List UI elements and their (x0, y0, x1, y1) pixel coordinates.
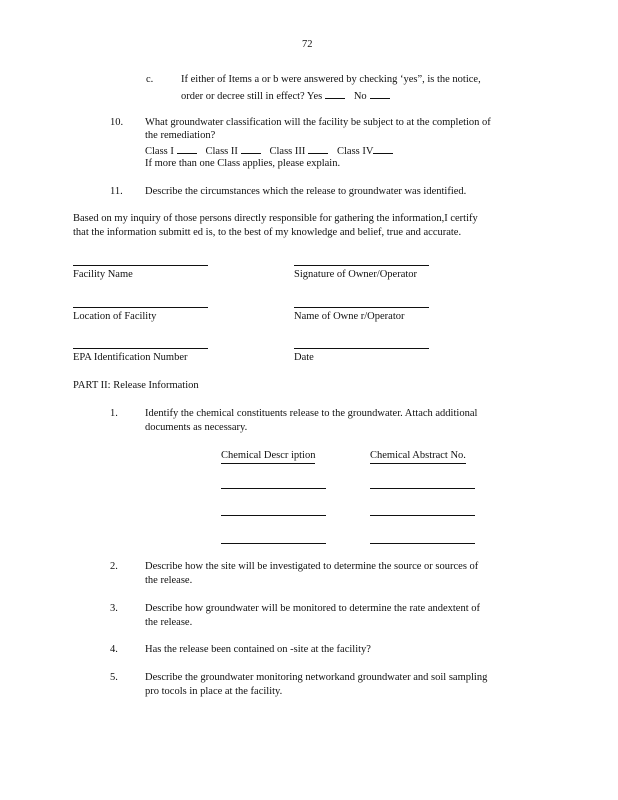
class-2-label: Class II (205, 146, 238, 157)
item-c-line1: If either of Items a or b were answered by checking ‘yes”, is the notice, (181, 74, 481, 85)
location-line[interactable] (73, 307, 208, 308)
part2-item1-number: 1. (110, 408, 118, 419)
location-label: Location of Facility (73, 311, 157, 322)
part2-item5-line1: Describe the groundwater monitoring networkand groundwater and soil sampling (145, 672, 488, 683)
part2-item5-number: 5. (110, 672, 118, 683)
class-1-blank[interactable] (177, 143, 197, 154)
chemical-description-header: Chemical Descr iption (221, 449, 315, 464)
epa-id-label: EPA Identification Number (73, 352, 188, 363)
chemical-description-blank-2[interactable] (221, 515, 326, 516)
item-10-line1: What groundwater classification will the facility be subject to at the completion of (145, 117, 491, 128)
owner-name-line[interactable] (294, 307, 429, 308)
part2-heading: PART II: Release Information (73, 380, 199, 391)
class-4-label: Class IV (337, 146, 374, 157)
part2-item4-number: 4. (110, 644, 118, 655)
date-label: Date (294, 352, 314, 363)
signature-label: Signature of Owner/Operator (294, 269, 418, 280)
date-line[interactable] (294, 348, 429, 349)
part2-item3-line1: Describe how groundwater will be monitored to determine the rate andextent of (145, 603, 481, 614)
part2-item2-number: 2. (110, 561, 118, 572)
class-1-label: Class I (145, 146, 174, 157)
item-c-question: order or decree still in effect? Yes (181, 91, 323, 102)
item-11-number: 11. (110, 186, 123, 197)
page-number: 72 (302, 39, 313, 50)
item-10-line2: the remediation? (145, 130, 216, 141)
certification-line1: Based on my inquiry of those persons directly responsible for gathering the information,I certify (73, 213, 478, 224)
part2-item5-line2: pro tocols in place at the facility. (145, 686, 283, 697)
cas-number-header: Chemical Abstract No. (370, 449, 466, 464)
part2-item4-text: Has the release been contained on -site at the facility? (145, 644, 371, 655)
facility-name-line[interactable] (73, 265, 208, 266)
item-10-number: 10. (110, 117, 124, 128)
class-3-blank[interactable] (308, 143, 328, 154)
owner-name-label: Name of Owne r/Operator (294, 311, 405, 322)
item-c-line2 (181, 88, 390, 104)
item-c-marker: c. (146, 74, 154, 85)
part2-item3-number: 3. (110, 603, 118, 614)
cas-number-blank-1[interactable] (370, 488, 475, 489)
item-10-line4: If more than one Class applies, please explain. (145, 158, 341, 169)
epa-id-line[interactable] (73, 348, 208, 349)
part2-item3-line2: the release. (145, 617, 193, 628)
chemical-description-blank-3[interactable] (221, 543, 326, 544)
signature-line[interactable] (294, 265, 429, 266)
no-label: No (353, 91, 367, 102)
no-blank[interactable] (370, 88, 390, 99)
part2-item1-line1: Identify the chemical constituents release to the groundwater. Attach additional (145, 408, 478, 419)
class-4-blank[interactable] (373, 143, 393, 154)
item-11-text: Describe the circumstances which the release to groundwater was identified. (145, 186, 467, 197)
cas-number-blank-2[interactable] (370, 515, 475, 516)
chemical-description-blank-1[interactable] (221, 488, 326, 489)
part2-item2-line2: the release. (145, 575, 193, 586)
part2-item1-line2: documents as necessary. (145, 422, 248, 433)
yes-blank[interactable] (325, 88, 345, 99)
class-3-label: Class III (269, 146, 306, 157)
class-2-blank[interactable] (241, 143, 261, 154)
certification-line2: that the information submitt ed is, to the best of my knowledge and belief, true and accurate. (73, 227, 462, 238)
facility-name-label: Facility Name (73, 269, 133, 280)
part2-item2-line1: Describe how the site will be investigated to determine the source or sources of (145, 561, 479, 572)
cas-number-blank-3[interactable] (370, 543, 475, 544)
